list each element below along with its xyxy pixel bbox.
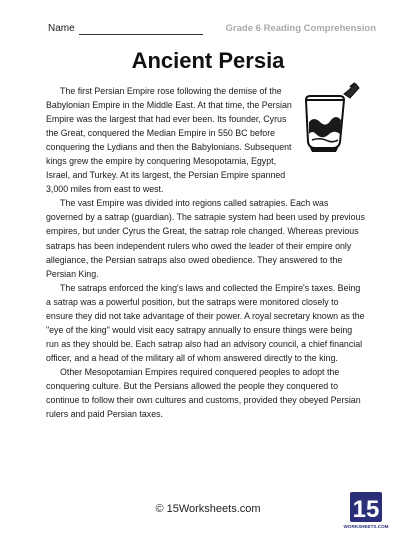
logo-caption: WORKSHEETS.COM [343, 524, 389, 529]
logo-number: 15 [352, 496, 380, 523]
name-label: Name [48, 23, 75, 34]
footer-copyright: © 15Worksheets.com [155, 503, 261, 515]
paragraph-4: Other Mesopotamian Empires required conquered peoples to adopt the conquering culture. But the Persians allowed the people they conquered to continue to follow their own cultures and customs, provided they obeyed Persian rulers and paid Persian taxes. [46, 366, 361, 420]
subject-label: Grade 6 Reading Comprehension [225, 23, 376, 34]
article-body [46, 84, 366, 421]
name-blank-line [79, 34, 203, 35]
page-title: Ancient Persia [131, 48, 285, 73]
worksheets-logo [343, 492, 389, 530]
paragraph-1: The first Persian Empire rose following the demise of the Babylonian Empire in the Middle East. At that time, the Persian Empire was the largest that had ever been. Its founder, Cyrus the Great, conquered the Median Empire in 550 BC before conquering the Lydians and then the Babylonians. Subsequent kings grew the empire by conquering Mesopotamia, Egypt, Israel, and Turkey. At its largest, the Persian Empire spanned 3,000 miles from east to west. [46, 86, 292, 195]
paragraph-2: The vast Empire was divided into regions called satrapies. Each was governed by a satrap (guardian). The satrapie system had been used by previous empires, but under Cyrus the Great, the satrap role changed. Whereas previous satraps has been independent rulers who owed the leader of their empire only allegiance, the Persian satraps also owed obedience. They answered to the Persian King. [46, 198, 365, 279]
worksheet-header [48, 23, 376, 39]
paragraph-3: The satraps enforced the king's laws and collected the Empire's taxes. Being a satrap was a powerful position, but the satraps were monitored closely to ensure they did not take advantage of their power. A royal secretary known as the "eye of the king" would visit eacy satrapy annually to ensure things were being run as they should be. Each satrap also had an advisory council, a chief financial officer, and a head of the military all of whom answered directly to the king. [46, 282, 365, 363]
